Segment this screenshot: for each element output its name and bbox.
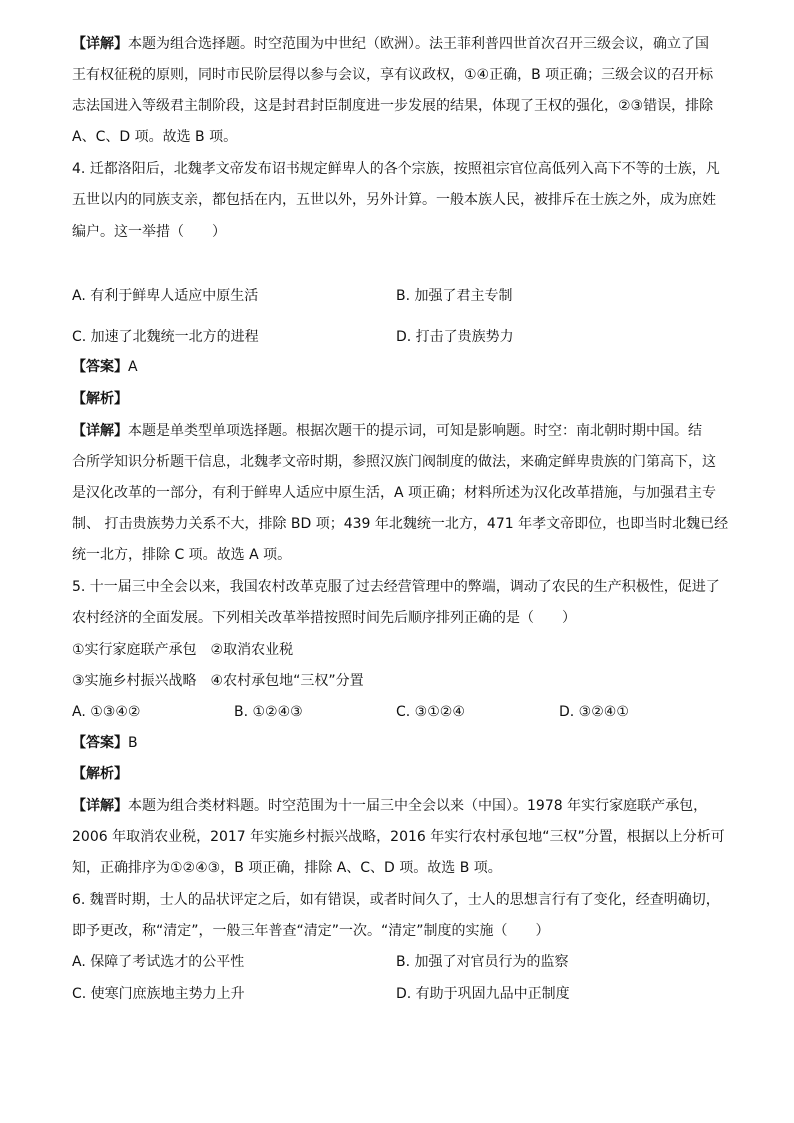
question-4-detail: [72, 421, 702, 441]
question-5-items: ①实行家庭联产承包 ②取消农业税: [72, 642, 294, 658]
detail-line: 制、 打击贵族势力关系不大，排除 BD 项；439 年北魏统一北方，471 年孝文帝即位，也即当时北魏已经: [72, 516, 729, 532]
detail-text: 本题为组合类材料题。时空范围为十一届三中全会以来（中国）。1978 年实行家庭联产承包，: [128, 798, 708, 814]
question-4-stem: 4. 迁都洛阳后，北魏孝文帝发布诏书规定鲜卑人的各个宗族，按照祖宗官位高低列入高下不等的士族，凡: [72, 161, 720, 177]
question-5-items: ③实施乡村振兴战略 ④农村承包地“三权”分置: [72, 673, 364, 689]
question-5-analysis-tag: 【解析】: [72, 766, 128, 782]
detail-tag: 【详解】: [72, 36, 128, 52]
detail-line: 知，正确排序为①②④③，B 项正确，排除 A、C、D 项。故选 B 项。: [72, 860, 502, 876]
detail-line: 合所学知识分析题干信息，北魏孝文帝时期，参照汉族门阀制度的做法，来确定鲜卑贵族的门第高下，这: [72, 454, 716, 470]
question-4-option-c: C. 加速了北魏统一北方的进程: [72, 329, 259, 345]
question-4-stem: 编户。这一举措（ ）: [72, 224, 226, 240]
question-6-option-b: B. 加强了对官员行为的监察: [396, 954, 569, 970]
question-5-option-a: A. ①③④②: [72, 704, 141, 720]
question-6-stem: 6. 魏晋时期，士人的品状评定之后，如有错误，或者时间久了，士人的思想言行有了变化，经查明确切，: [72, 892, 720, 908]
question-4-stem: 五世以内的同族支亲，都包括在内，五世以外，另外计算。一般本族人民，被排斥在士族之外，成为庶姓: [72, 192, 716, 208]
answer-value: A: [128, 359, 138, 375]
question-6-option-c: C. 使寒门庶族地主势力上升: [72, 986, 245, 1002]
detail-line: [72, 34, 709, 54]
question-6-stem: 即予更改，称“清定”，一般三年普查“清定”一次。“清定”制度的实施（ ）: [72, 923, 550, 939]
detail-tag: 【详解】: [72, 798, 128, 814]
question-5-stem: 农村经济的全面发展。下列相关改革举措按照时间先后顺序排列正确的是（ ）: [72, 610, 576, 626]
question-4-answer: [72, 357, 138, 377]
detail-tag: 【详解】: [72, 423, 128, 439]
question-4-analysis-tag: 【解析】: [72, 391, 128, 407]
answer-tag: 【答案】: [72, 359, 128, 375]
answer-tag: 【答案】: [72, 735, 128, 751]
question-5-answer: [72, 733, 138, 753]
question-5-option-b: B. ①②④③: [234, 704, 303, 720]
detail-line: 2006 年取消农业税，2017 年实施乡村振兴战略，2016 年实行农村承包地“三权”分置，根据以上分析可: [72, 829, 725, 845]
detail-line: A、C、D 项。故选 B 项。: [72, 129, 238, 145]
detail-text: 本题是单类型单项选择题。根据次题干的提示词，可知是影响题。时空：南北朝时期中国。结: [128, 423, 702, 439]
question-4-option-a: A. 有利于鲜卑人适应中原生活: [72, 288, 259, 304]
detail-line: 王有权征税的原则，同时市民阶层得以参与会议，享有议政权，①④正确，B 项正确；三级会议的召开标: [72, 67, 714, 83]
question-5-detail: [72, 796, 707, 816]
detail-line: 是汉化改革的一部分，有利于鲜卑人适应中原生活，A 项正确；材料所述为汉化改革措施，与加强君主专: [72, 485, 717, 501]
detail-line: 志法国进入等级君主制阶段，这是封君封臣制度进一步发展的结果，体现了王权的强化，②③错误，排除: [72, 98, 714, 114]
question-4-option-b: B. 加强了君主专制: [396, 288, 513, 304]
question-5-stem: 5. 十一届三中全会以来，我国农村改革克服了过去经营管理中的弊端，调动了农民的生产积极性，促进了: [72, 579, 720, 595]
question-6-option-a: A. 保障了考试选才的公平性: [72, 954, 245, 970]
question-4-option-d: D. 打击了贵族势力: [396, 329, 514, 345]
question-5-option-c: C. ③①②④: [396, 704, 465, 720]
answer-value: B: [128, 735, 138, 751]
detail-text: 本题为组合选择题。时空范围为中世纪（欧洲）。法王菲利普四世首次召开三级会议，确立了国: [128, 36, 709, 52]
detail-line: 统一北方，排除 C 项。故选 A 项。: [72, 547, 292, 563]
question-5-option-d: D. ③②④①: [559, 704, 629, 720]
question-6-option-d: D. 有助于巩固九品中正制度: [396, 986, 570, 1002]
